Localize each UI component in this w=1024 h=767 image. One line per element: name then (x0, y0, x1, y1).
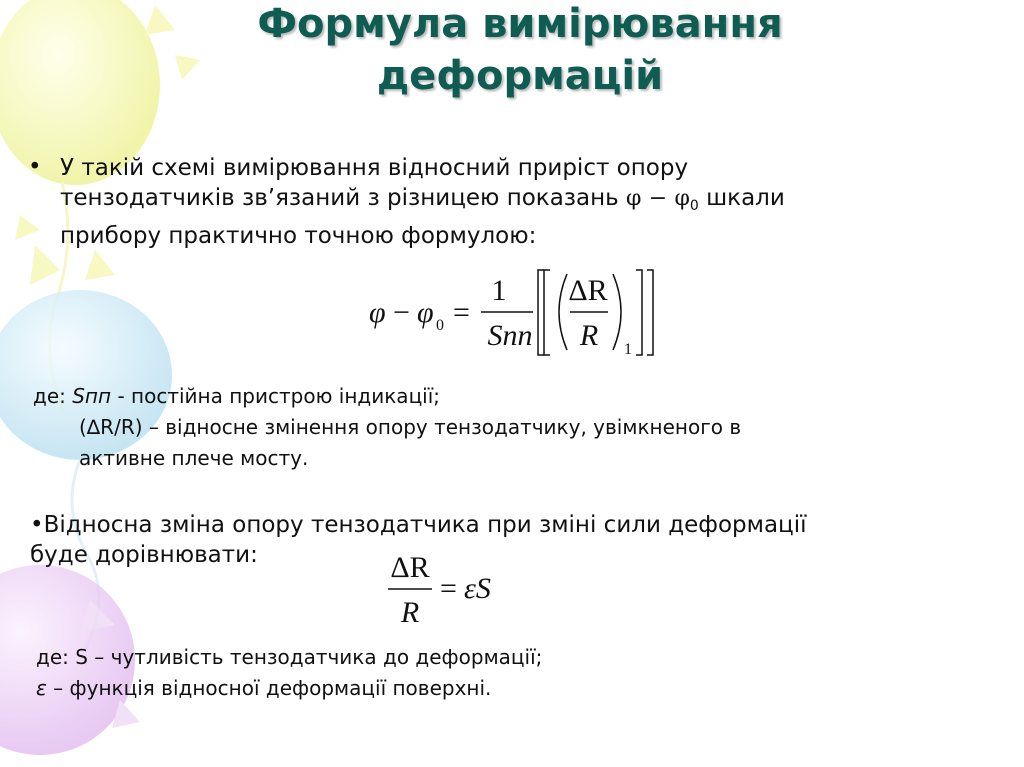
formula-denominator: Snn (487, 319, 533, 352)
note-sensitivity: де: S – чутливість тензодатчика до деформації; (36, 645, 543, 669)
outer-right-bracket (647, 270, 653, 355)
formula-numerator: 1 (491, 274, 507, 307)
formula2-rhs: εS (464, 572, 491, 605)
bullet-1-text (60, 153, 960, 251)
formula-phi0: φ (417, 296, 434, 329)
bullet-2-line-1: •Відносна зміна опору тензодатчика при зміні сили деформації (30, 512, 807, 538)
title-line-2: деформацій (376, 53, 664, 99)
phi-symbol: φ (626, 186, 642, 211)
note-snn: де: Sпп - постійна пристрою індикації; (33, 384, 441, 408)
formula-relative-change (380, 545, 520, 635)
phi-zero-symbol: φ (674, 186, 690, 211)
formula-minus: − (393, 296, 410, 329)
left-paren (559, 274, 567, 350)
note-delta-r: (∆R/R) – відносне змінення опору тензодатчику, увімкненого в (79, 415, 742, 439)
formula-phi0-subscript: 0 (436, 317, 444, 334)
note-epsilon: ε – функція відносної деформації поверхні. (36, 676, 492, 700)
bullet-1-line-2-end: шкали (706, 185, 785, 211)
formula2-equals: = (440, 572, 457, 605)
bullet-marker: • (28, 154, 42, 180)
notes-formula-1 (33, 381, 741, 474)
epsilon-symbol: ε (36, 676, 47, 700)
inner-right-bracket (636, 270, 642, 355)
formula-inner-subscript: 1 (624, 341, 632, 358)
formula-inner-numerator: ΔR (568, 274, 608, 307)
formula-phi-difference (365, 262, 665, 362)
snn-symbol: Sпп (72, 384, 112, 408)
formula2-numerator: ΔR (390, 551, 430, 584)
formula-phi: φ (369, 296, 386, 329)
outer-left-bracket (538, 270, 544, 355)
bullet-1-line-1: У такій схемі вимірювання відносний приріст опору (60, 155, 689, 181)
phi-zero-subscript: 0 (689, 198, 699, 214)
bullet-1-line-3: прибору практично точною формулою: (60, 223, 537, 249)
formula-equals: = (453, 296, 470, 329)
title-line-1: Формула вимірювання (257, 1, 783, 47)
formula2-denominator: R (400, 596, 420, 629)
formula-inner-denominator: R (579, 319, 599, 352)
inner-left-bracket (544, 270, 550, 355)
bullet-2-line-2: буде дорівнювати: (30, 542, 258, 568)
bullet-1-line-2-start: тензодатчиків зв’язаний з різницею показань (60, 185, 619, 211)
slide-title (215, 0, 825, 102)
note-delta-r-cont: активне плече мосту. (79, 446, 309, 470)
notes-formula-2 (36, 642, 542, 704)
minus-symbol: − (648, 186, 668, 211)
right-paren (613, 274, 621, 350)
